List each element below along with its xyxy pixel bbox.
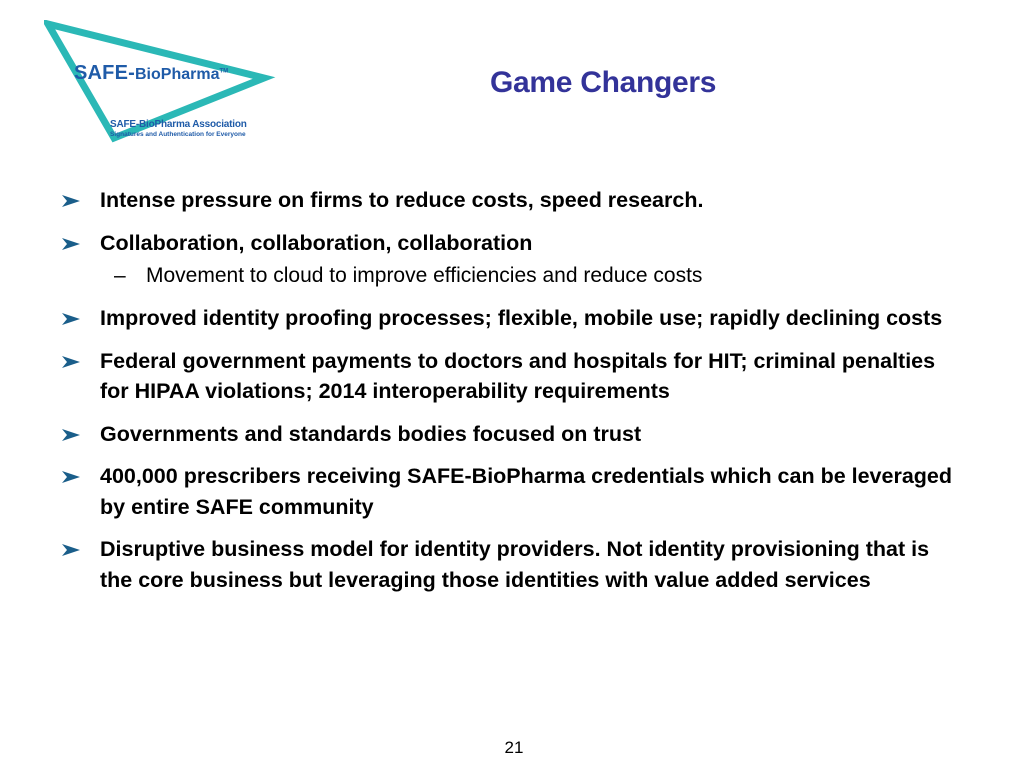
bullet-item <box>62 185 962 216</box>
logo-trademark: TM <box>219 68 229 75</box>
bullet-item <box>62 346 962 407</box>
page-number-value: 21 <box>504 738 524 757</box>
bullet-list <box>62 185 962 607</box>
page-number <box>0 738 1024 758</box>
sub-bullet-dash: – <box>114 264 126 287</box>
logo-wordmark <box>74 62 228 85</box>
sub-bullet-text: Movement to cloud to improve efficiencies and reduce costs <box>146 264 703 287</box>
bullet-item <box>62 419 962 450</box>
bullet-text: Disruptive business model for identity providers. Not identity provisioning that is the core business but leveraging those identities with value added services <box>100 537 930 592</box>
sub-bullet-item <box>100 261 962 291</box>
bullet-text: Intense pressure on firms to reduce costs, speed research. <box>100 188 704 212</box>
bullet-item <box>62 461 962 522</box>
arrow-bullet-icon <box>62 238 80 250</box>
logo-brand-biopharma: BioPharma <box>135 66 220 83</box>
logo-association-name: SAFE-BioPharma Association <box>110 119 247 130</box>
logo-brand-safe: SAFE- <box>74 62 135 84</box>
bullet-text: Federal government payments to doctors and hospitals for HIT; criminal penalties for HIPAA violations; 2014 interoperability requirements <box>100 348 936 403</box>
bullet-item <box>62 303 962 334</box>
arrow-bullet-icon <box>62 471 80 483</box>
arrow-bullet-icon <box>62 429 80 441</box>
bullet-item <box>62 534 962 595</box>
bullet-text: Improved identity proofing processes; flexible, mobile use; rapidly declining costs <box>100 306 943 330</box>
arrow-bullet-icon <box>62 356 80 368</box>
bullet-text: 400,000 prescribers receiving SAFE-BioPharma credentials which can be leveraged by entire SAFE community <box>100 464 953 519</box>
arrow-bullet-icon <box>62 195 80 207</box>
bullet-text: Governments and standards bodies focused on trust <box>100 421 642 446</box>
slide-title: Game Changers <box>490 66 717 99</box>
bullet-item <box>62 228 962 292</box>
safe-biopharma-logo <box>44 20 284 145</box>
arrow-bullet-icon <box>62 544 80 556</box>
logo-tagline: Signatures and Authentication for Everyone <box>110 131 246 138</box>
arrow-bullet-icon <box>62 313 80 325</box>
bullet-text: Collaboration, collaboration, collaboration <box>100 230 533 255</box>
